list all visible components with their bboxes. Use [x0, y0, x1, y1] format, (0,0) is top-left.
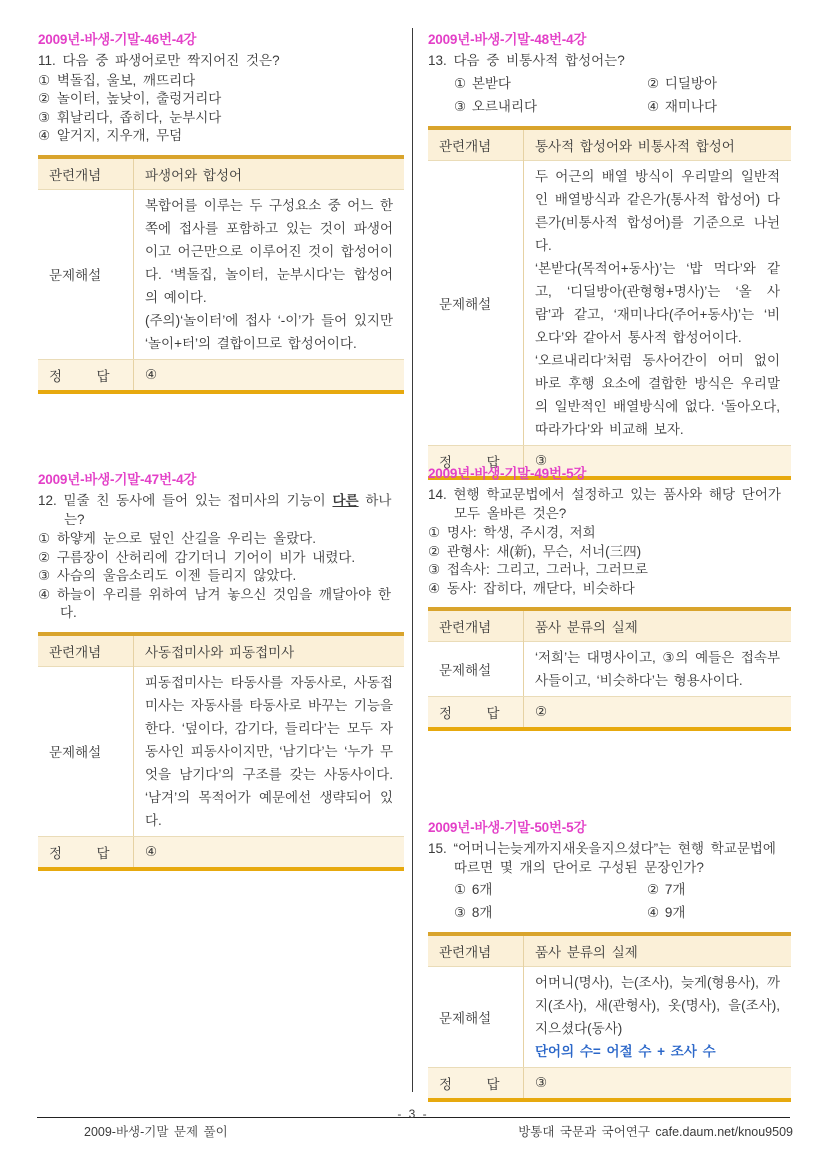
solution-table: [428, 126, 791, 480]
concept-value: 파생어와 합성어: [134, 157, 405, 190]
explanation-label: 문제해설: [38, 189, 134, 359]
solution-table: [428, 607, 791, 731]
question-header: 2009년-바생-기말-48번-4강: [428, 32, 587, 47]
solution-table: [38, 632, 404, 871]
option-item: ① 명사: 학생, 주시경, 저희: [428, 525, 596, 540]
stem-text: 하나는?: [64, 493, 392, 527]
question-stem: 13. 다음 중 비통사적 합성어는?: [428, 53, 625, 68]
solution-table: [38, 155, 404, 394]
option-list: [428, 74, 791, 116]
concept-row: [38, 157, 404, 190]
option-item: ④ 알거지, 지우개, 무덤: [38, 128, 183, 143]
option-item: ② 놀이터, 높낮이, 출렁거리다: [38, 91, 222, 106]
question-stem: [38, 492, 404, 529]
concept-row: [38, 634, 404, 667]
answer-row: [428, 697, 791, 730]
column-divider: [412, 28, 413, 1092]
option-item: ④ 재미나다: [647, 98, 718, 114]
explanation-row: [428, 160, 791, 445]
page-number: - 3 -: [397, 1107, 429, 1121]
option-list: [38, 530, 404, 623]
explanation-text: [524, 642, 792, 697]
explanation-label: 문제해설: [428, 642, 524, 697]
explanation-text: [134, 666, 405, 836]
answer-value: ③: [524, 1068, 792, 1101]
option-item: ③ 오르내리다: [454, 98, 538, 114]
option-item: ① 하얗게 눈으로 덮인 산길을 우리는 올랐다.: [38, 531, 317, 546]
concept-value: 품사 분류의 실제: [524, 609, 792, 642]
option-item: ④ 9개: [647, 905, 686, 920]
solution-table: [428, 932, 791, 1102]
option-item: ③ 휘날리다, 좁히다, 눈부시다: [38, 109, 222, 125]
answer-value: ③: [524, 445, 792, 478]
question-stem: 15. “어머니는늦게까지새옷을지으셨다”는 현행 학교문법에 따르면 몇 개의 단어로 구성된 문장인가?: [428, 841, 776, 875]
question-header: 2009년-바생-기말-46번-4강: [38, 32, 197, 47]
option-item: ② 디딜방아: [647, 75, 718, 91]
question-block-11: [38, 31, 404, 394]
option-item: ③ 8개: [454, 905, 493, 920]
explanation-paragraph: 피동접미사는 타동사를 자동사로, 사동접미사는 자동사를 타동사로 바꾸는 기능을 한다. ‘덮이다, 감기다, 들리다’는 모두 자동사인 피동사이지만, ‘남기다’는 ‘누가 무엇을 남기다’의 구조를 갖는 사동사이다. ‘남겨’의 목적어가 예문에선 생략되어 있다.: [145, 674, 393, 828]
question-block-14: [428, 465, 791, 731]
question-block-13: [428, 31, 791, 480]
word-count-formula: 단어의 수= 어절 수 + 조사 수: [535, 1044, 716, 1059]
concept-row: [428, 128, 791, 161]
option-item: ① 벽돌집, 울보, 깨뜨리다: [38, 72, 196, 88]
question-stem: 11. 다음 중 파생어로만 짝지어진 것은?: [38, 53, 280, 68]
option-item: ① 본받다: [454, 75, 511, 91]
concept-label: 관련개념: [428, 934, 524, 967]
question-header: 2009년-바생-기말-47번-4강: [38, 472, 197, 487]
concept-row: [428, 609, 791, 642]
answer-value: ④: [134, 359, 405, 392]
explanation-paragraph: 어머니(명사), 는(조사), 늦게(형용사), 까지(조사), 새(관형사), 옷(명사), 을(조사), 지으셨다(동사): [535, 975, 780, 1036]
footer-document-title: 2009-바생-기말 문제 풀이: [84, 1125, 228, 1139]
answer-value: ④: [134, 836, 405, 869]
explanation-row: [38, 666, 404, 836]
option-item: ① 6개: [454, 882, 493, 897]
option-item: ③ 접속사: 그리고, 그러나, 그러므로: [428, 562, 648, 577]
option-list: [428, 880, 791, 922]
explanation-paragraph: ‘저희’는 대명사이고, ③의 예들은 접속부사들이고, ‘비슷하다’는 형용사이다.: [535, 650, 780, 688]
answer-row: [38, 359, 404, 392]
question-block-15: [428, 819, 791, 1102]
option-item: ② 7개: [647, 882, 686, 897]
answer-label: 정 답: [428, 697, 524, 730]
question-header: 2009년-바생-기말-50번-5강: [428, 820, 587, 835]
option-item: ③ 사슴의 울음소리도 이젠 들리지 않았다.: [38, 568, 297, 583]
footer-source: 방통대 국문과 국어연구 cafe.daum.net/knou9509: [518, 1125, 793, 1139]
concept-value: 통사적 합성어와 비통사적 합성어: [524, 128, 792, 161]
explanation-text: [134, 189, 405, 359]
explanation-label: 문제해설: [428, 160, 524, 445]
answer-label: 정 답: [38, 359, 134, 392]
option-item: ④ 하늘이 우리를 위하여 남겨 놓으신 것임을 깨달아야 한다.: [38, 586, 392, 620]
stem-text: 12. 밑줄 친 동사에 들어 있는 접미사의 기능이: [38, 493, 333, 508]
explanation-text: [524, 160, 792, 445]
option-list: [38, 72, 404, 146]
stem-emphasis: 다른: [332, 493, 359, 508]
answer-label: 정 답: [428, 1068, 524, 1101]
explanation-row: [428, 642, 791, 697]
explanation-paragraph: 두 어근의 배열 방식이 우리말의 일반적인 배열방식과 같은가(통사적 합성어) 다른가(비통사적 합성어)를 기준으로 나뉜다.: [535, 168, 780, 253]
explanation-text: [524, 967, 792, 1068]
question-header: 2009년-바생-기말-49번-5강: [428, 466, 587, 481]
explanation-row: [38, 189, 404, 359]
concept-value: 품사 분류의 실제: [524, 934, 792, 967]
concept-label: 관련개념: [428, 128, 524, 161]
option-list: [428, 524, 791, 598]
concept-label: 관련개념: [38, 157, 134, 190]
explanation-paragraph: (주의)‘놀이터’에 접사 ‘-이’가 들어 있지만 ‘놀이+터’의 결합이므로 합성어이다.: [145, 312, 393, 351]
explanation-paragraph: ‘본받다(목적어+동사)’는 ‘밥 먹다’와 같고, ‘디딜방아(관형형+명사)’는 ‘올 사람’과 같고, ‘재미나다(주어+동사)’는 ‘비 오다’와 같아서 통사적 합성어이다.: [535, 260, 780, 345]
explanation-row: [428, 967, 791, 1068]
option-item: ② 구름장이 산허리에 감기더니 기어이 비가 내렸다.: [38, 549, 356, 565]
concept-label: 관련개념: [38, 634, 134, 667]
explanation-paragraph: 복합어를 이루는 두 구성요소 중 어느 한쪽에 접사를 포함하고 있는 것이 파생어이고 어근만으로 이루어진 것이 합성어이다. ‘벽돌집, 놀이터, 눈부시다’는 합성어의 예이다.: [145, 197, 393, 305]
option-item: ④ 동사: 잡히다, 깨닫다, 비슷하다: [428, 580, 635, 596]
concept-label: 관련개념: [428, 609, 524, 642]
question-stem: 14. 현행 학교문법에서 설정하고 있는 품사와 해당 단어가 모두 올바른 것은?: [428, 487, 781, 521]
answer-value: ②: [524, 697, 792, 730]
answer-label: 정 답: [428, 445, 524, 478]
concept-row: [428, 934, 791, 967]
answer-row: [428, 1068, 791, 1101]
answer-label: 정 답: [38, 836, 134, 869]
explanation-paragraph: ‘오르내리다’처럼 동사어간이 어미 없이 바로 후행 요소에 결합한 방식은 우리말의 일반적인 배열방식에 없다. ‘돌아오다, 따라가다’와 비교해 보자.: [535, 352, 780, 437]
concept-value: 사동접미사와 피동접미사: [134, 634, 405, 667]
explanation-label: 문제해설: [38, 666, 134, 836]
option-item: ② 관형사: 새(新), 무슨, 서너(三四): [428, 543, 642, 559]
answer-row: [38, 836, 404, 869]
explanation-label: 문제해설: [428, 967, 524, 1068]
question-block-12: [38, 471, 404, 871]
